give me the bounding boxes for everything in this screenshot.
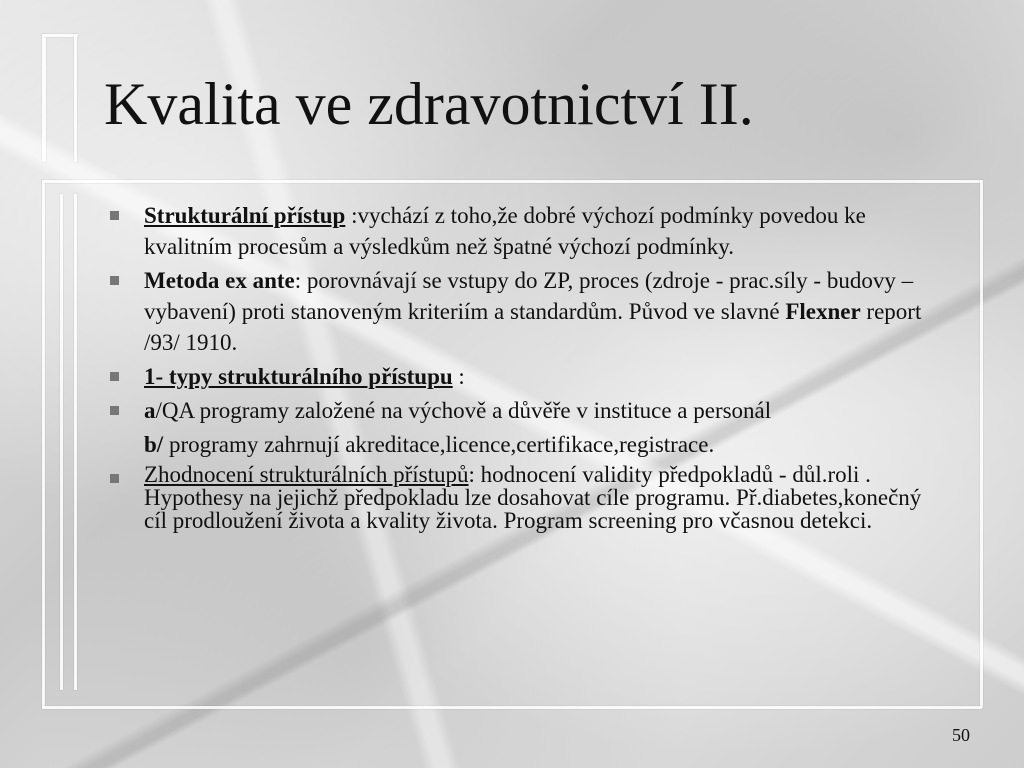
slide-title: Kvalita ve zdravotnictví II.	[104, 71, 754, 137]
text-type-b: programy zahrnují akreditace,licence,certifikace,registrace.	[163, 432, 715, 457]
term-evaluation: Zhodnocení strukturálních přístupů	[144, 462, 469, 487]
text-types: :	[452, 364, 465, 389]
text-ex-ante: : porovnávají se vstupy do ZP, proces (zdroje - prac.síly - budovy – vybavení) proti stanoveným kriteriím a standardům. Původ ve slavné	[144, 268, 914, 324]
frame-body-bottom	[42, 706, 982, 709]
frame-body-left	[42, 180, 45, 708]
bullet-types	[110, 361, 950, 392]
term-flexner: Flexner	[785, 299, 861, 324]
term-ex-ante: Metoda ex ante	[144, 268, 295, 293]
bullet-structural-approach	[110, 200, 950, 262]
frame-top-left-cap	[42, 34, 78, 37]
term-structural-approach: Strukturální přístup	[144, 203, 346, 228]
term-type-b: b/	[144, 432, 164, 457]
term-types: 1- typy strukturálního přístupu	[144, 364, 453, 389]
text-structural-approach: :vychází z toho,že dobré výchozí podmínky povedou ke kvalitním procesům a výsledkům než špatné výchozí podmínky.	[144, 203, 866, 259]
frame-top-left-vertical	[42, 34, 46, 162]
frame-top-left-inner	[74, 34, 77, 162]
text-evaluation: : hodnocení validity předpokladů - důl.roli . Hypothesy na jejichž předpokladu lze dosahovat cíle programu. Př.diabetes,konečný cíl prodloužení života a kvality života. Program screening pro včasnou detekci.	[144, 462, 922, 533]
term-type-a: a	[144, 398, 156, 423]
frame-body-right	[980, 180, 983, 708]
text-flexner-report: report /93/ 1910.	[144, 299, 922, 355]
text-type-a: /QA programy založené na výchově a důvěře v instituce a personál	[155, 398, 772, 423]
line-type-b	[110, 429, 950, 460]
frame-body-left-inner	[60, 194, 63, 690]
bullet-list	[110, 200, 950, 535]
frame-body-left-inner-2	[74, 194, 77, 690]
bullet-evaluation	[110, 463, 950, 532]
frame-body-top	[42, 180, 982, 183]
bullet-type-a	[110, 395, 950, 426]
page-number: 50	[952, 725, 970, 745]
bullet-ex-ante	[110, 265, 950, 358]
